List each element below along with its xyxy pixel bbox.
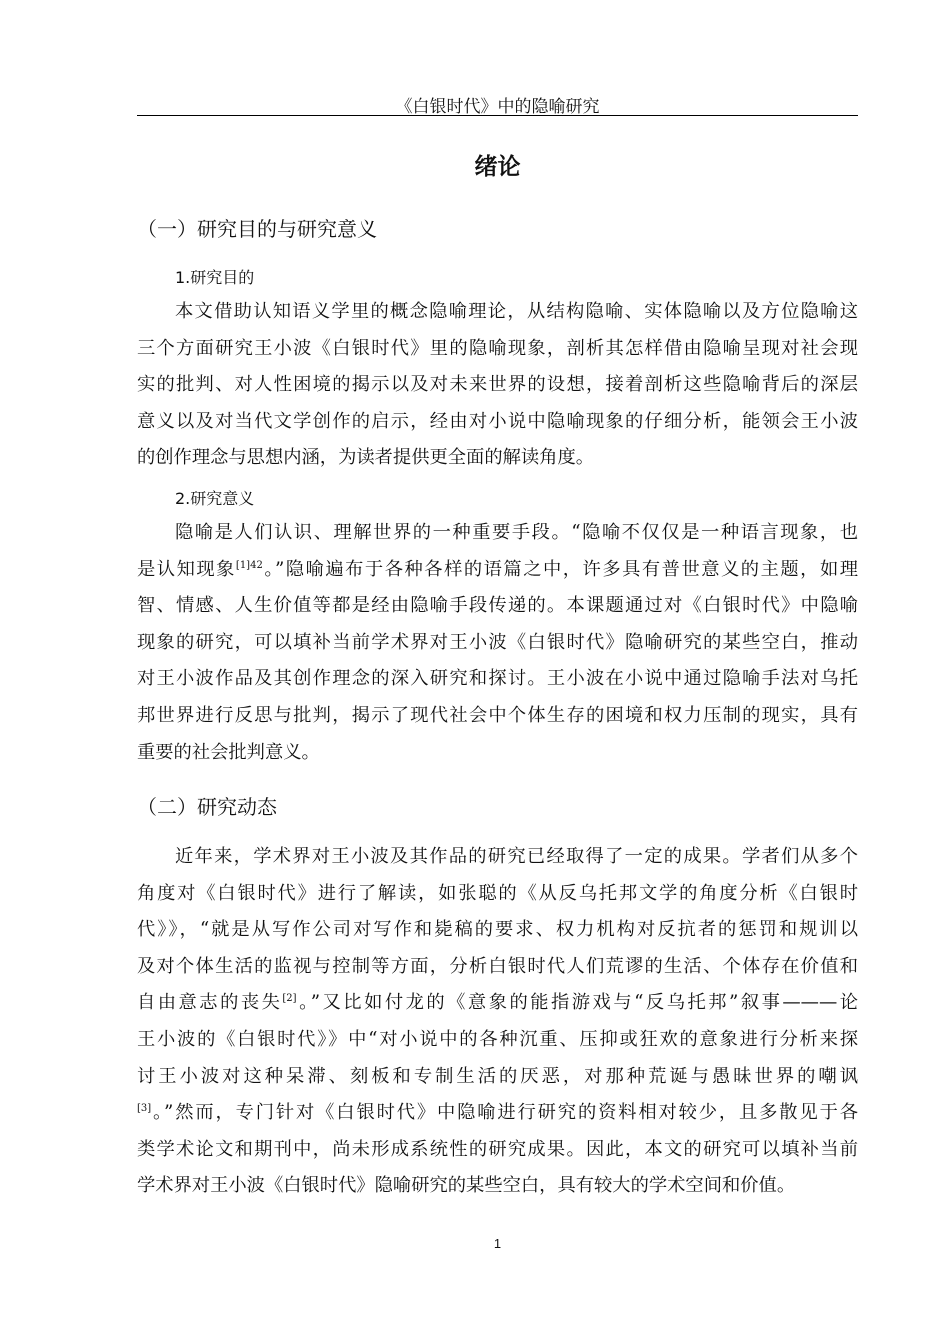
text-segment: 本文借助认知语义学里的概念隐喻理论，从结构隐喻、实体隐喻以及方位隐喻这 xyxy=(175,301,858,322)
text-segment: 学术界对王小波《白银时代》隐喻研究的某些空白，具有较大的学术空间和价值。 xyxy=(137,1175,796,1197)
text-segment: 自由意志的丧失 xyxy=(137,992,283,1014)
text-line xyxy=(137,625,858,662)
text-segment: 实的批判、对人性困境的揭示以及对未来世界的设想，接着剖析这些隐喻背后的深层 xyxy=(137,374,858,396)
text-line xyxy=(137,735,858,772)
header-divider xyxy=(137,115,858,116)
section-heading-2: （二）研究动态 xyxy=(137,795,277,819)
text-line xyxy=(137,1168,858,1205)
text-line xyxy=(137,698,858,735)
text-line xyxy=(137,661,858,698)
text-segment: 讨王小波对这种呆滞、刻板和专制生活的厌恶，对那种荒诞与愚昧世界的嘲讽 xyxy=(137,1065,858,1087)
text-segment: 角度对《白银时代》进行了解读，如张聪的《从反乌托邦文学的角度分析《白银时 xyxy=(137,882,858,904)
running-header: 《白银时代》中的隐喻研究 xyxy=(395,97,600,117)
section-heading-1: （一）研究目的与研究意义 xyxy=(137,217,377,241)
text-line xyxy=(137,331,858,368)
subheading-research-purpose: 1.研究目的 xyxy=(175,268,255,287)
text-line xyxy=(137,588,858,625)
text-segment: 。”然而，专门针对《白银时代》中隐喻进行研究的资料相对较少，且多散见于各 xyxy=(151,1102,858,1124)
text-line xyxy=(137,1095,858,1132)
text-segment: 邦世界进行反思与批判，揭示了现代社会中个体生存的困境和权力压制的现实，具有 xyxy=(137,704,858,726)
text-line xyxy=(137,552,858,589)
text-segment: 重要的社会批判意义。 xyxy=(137,741,320,763)
text-line xyxy=(137,1059,858,1096)
citation-marker: [3] xyxy=(137,1103,152,1115)
text-segment: 类学术论文和期刊中，尚未形成系统性的研究成果。因此，本文的研究可以填补当前 xyxy=(137,1138,858,1160)
text-line xyxy=(137,367,858,404)
chapter-title: 绪论 xyxy=(474,154,521,180)
text-segment: 意义以及对当代文学创作的启示，经由对小说中隐喻现象的仔细分析，能领会王小波 xyxy=(137,410,858,432)
citation-marker: [1]42 xyxy=(235,559,263,571)
text-segment: 近年来，学术界对王小波及其作品的研究已经取得了一定的成果。学者们从多个 xyxy=(175,846,858,867)
text-segment: 代》》，“就是从写作公司对写作和毙稿的要求、权力机构对反抗者的惩罚和规训以 xyxy=(137,919,858,941)
text-segment: 三个方面研究王小波《白银时代》里的隐喻现象，剖析其怎样借由隐喻呈现对社会现 xyxy=(137,337,858,359)
text-segment: 对王小波作品及其创作理念的深入研究和探讨。王小波在小说中通过隐喻手法对乌托 xyxy=(137,668,858,690)
text-segment: 。”隐喻遍布于各种各样的语篇之中，许多具有普世意义的主题，如理 xyxy=(262,558,858,580)
text-line xyxy=(137,440,858,477)
text-line xyxy=(137,912,858,949)
text-line xyxy=(137,876,858,913)
text-line xyxy=(137,1132,858,1169)
text-segment: 是认知现象 xyxy=(137,558,236,580)
text-line xyxy=(137,404,858,441)
text-segment: 王小波的《白银时代》》中“对小说中的各种沉重、压抑或狂欢的意象进行分析来探 xyxy=(137,1028,858,1050)
paragraph-research-significance xyxy=(137,515,858,771)
paragraph-research-purpose xyxy=(137,294,858,477)
text-segment: 隐喻是人们认识、理解世界的一种重要手段。“隐喻不仅仅是一种语言现象，也 xyxy=(175,522,858,543)
text-line xyxy=(137,949,858,986)
text-line xyxy=(137,515,858,552)
text-line xyxy=(137,839,858,876)
citation-marker: [2] xyxy=(282,993,297,1005)
text-line xyxy=(137,294,858,331)
text-segment: 的创作理念与思想内涵，为读者提供更全面的解读角度。 xyxy=(137,447,595,469)
text-segment: 。”又比如付龙的《意象的能指游戏与“反乌托邦”叙事———论 xyxy=(296,992,858,1014)
text-line xyxy=(137,1022,858,1059)
text-segment: 及对个体生活的监视与控制等方面，分析白银时代人们荒谬的生活、个体存在价值和 xyxy=(137,955,858,977)
text-segment: 现象的研究，可以填补当前学术界对王小波《白银时代》隐喻研究的某些空白，推动 xyxy=(137,631,858,653)
page-number: 1 xyxy=(493,1236,502,1251)
text-segment: 智、情感、人生价值等都是经由隐喻手段传递的。本课题通过对《白银时代》中隐喻 xyxy=(137,595,858,617)
subheading-research-significance: 2.研究意义 xyxy=(175,489,255,508)
paragraph-research-trends xyxy=(137,839,858,1205)
text-line xyxy=(137,985,858,1022)
